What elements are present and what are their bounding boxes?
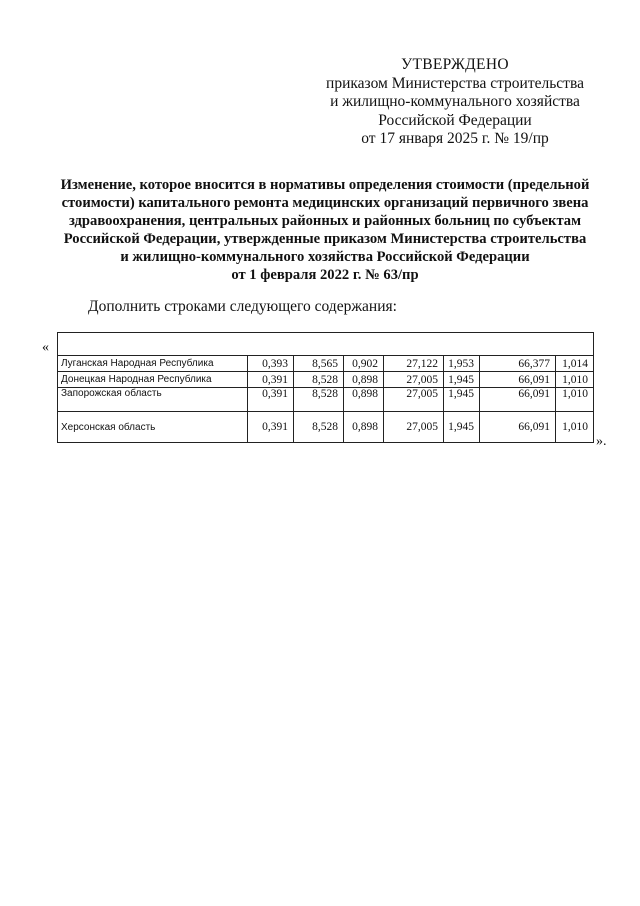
value-cell: 8,528 — [294, 412, 344, 443]
value-cell: 66,377 — [480, 356, 556, 372]
opening-quote: « — [42, 340, 49, 355]
closing-quote: ». — [596, 434, 607, 449]
value-cell: 0,391 — [248, 372, 294, 388]
value-cell: 27,122 — [384, 356, 444, 372]
value-cell: 1,945 — [444, 412, 480, 443]
approval-heading: УТВЕРЖДЕНО — [401, 56, 509, 73]
title-line: здравоохранения, центральных районных и районных больниц по субъектам — [68, 213, 582, 229]
value-cell: 1,945 — [444, 388, 480, 412]
table-header-cell — [58, 333, 594, 356]
title-line: и жилищно-коммунального хозяйства Российской Федерации — [120, 249, 530, 265]
approval-line: Российской Федерации — [378, 111, 532, 129]
value-cell: 66,091 — [480, 388, 556, 412]
region-cell: Донецкая Народная Республика — [58, 372, 248, 388]
value-cell: 1,945 — [444, 372, 480, 388]
value-cell: 27,005 — [384, 372, 444, 388]
value-cell: 8,528 — [294, 388, 344, 412]
value-cell: 1,014 — [556, 356, 594, 372]
region-cell: Запорожская область — [58, 388, 248, 412]
title-line: Изменение, которое вносится в нормативы определения стоимости (предельной — [60, 177, 590, 193]
title-line: стоимости) капитального ремонта медицинских организаций первичного звена — [61, 195, 589, 211]
table-row — [58, 412, 594, 443]
region-cell: Херсонская область — [58, 412, 248, 443]
region-cell: Луганская Народная Республика — [58, 356, 248, 372]
table-row — [58, 388, 594, 412]
approval-line: и жилищно-коммунального хозяйства — [330, 93, 580, 110]
value-cell: 8,565 — [294, 356, 344, 372]
table-header-row — [58, 333, 594, 356]
value-cell: 66,091 — [480, 412, 556, 443]
value-cell: 0,902 — [344, 356, 384, 372]
value-cell: 66,091 — [480, 372, 556, 388]
value-cell: 0,393 — [248, 356, 294, 372]
table-row — [58, 372, 594, 388]
title-line: Российской Федерации, утвержденные приказом Министерства строительства — [63, 231, 587, 247]
amendment-table — [57, 332, 594, 443]
document-title — [40, 176, 610, 284]
approval-line: приказом Министерства строительства — [326, 74, 584, 92]
value-cell: 0,391 — [248, 388, 294, 412]
title-line: от 1 февраля 2022 г. № 63/пр — [231, 267, 419, 283]
approval-stamp — [310, 56, 600, 149]
value-cell: 27,005 — [384, 388, 444, 412]
value-cell: 1,953 — [444, 356, 480, 372]
value-cell: 8,528 — [294, 372, 344, 388]
value-cell: 1,010 — [556, 388, 594, 412]
value-cell: 1,010 — [556, 372, 594, 388]
value-cell: 0,391 — [248, 412, 294, 443]
value-cell: 0,898 — [344, 412, 384, 443]
value-cell: 1,010 — [556, 412, 594, 443]
table-row — [58, 356, 594, 372]
value-cell: 27,005 — [384, 412, 444, 443]
value-cell: 0,898 — [344, 372, 384, 388]
approval-line: от 17 января 2025 г. № 19/пр — [361, 130, 549, 147]
value-cell: 0,898 — [344, 388, 384, 412]
intro-text: Дополнить строками следующего содержания: — [88, 298, 397, 315]
